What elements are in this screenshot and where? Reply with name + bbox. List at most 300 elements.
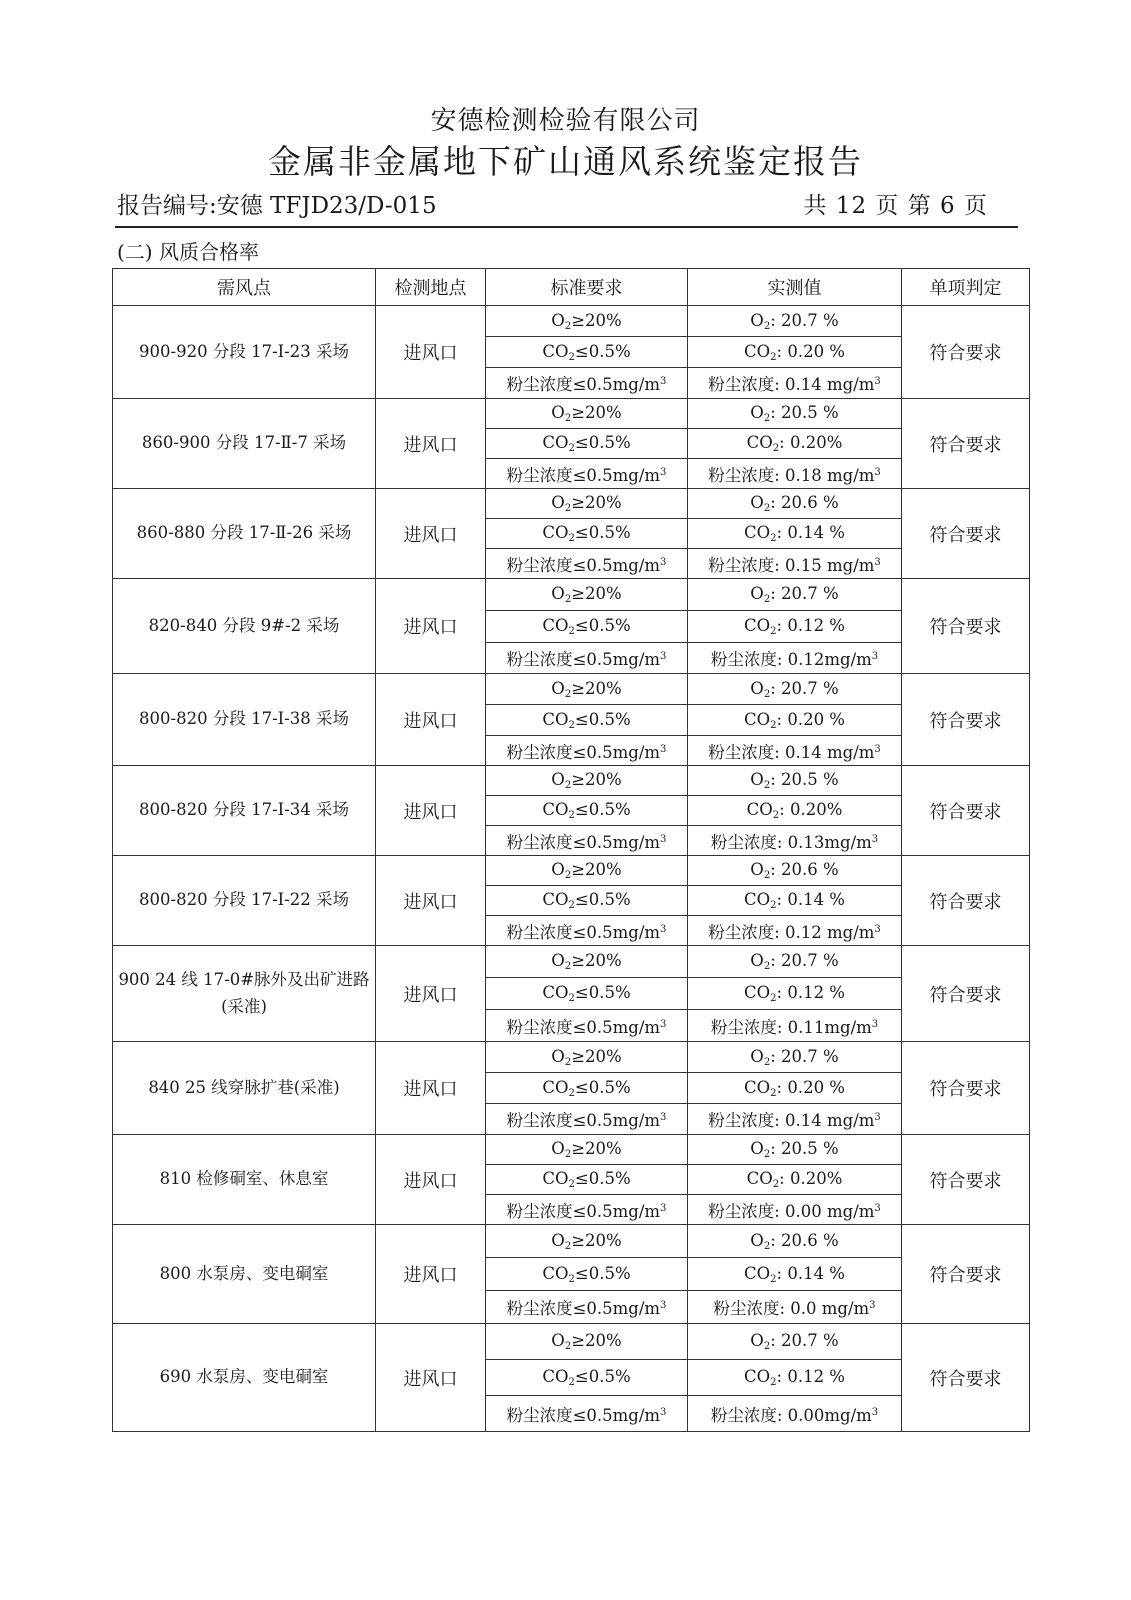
co2-measured xyxy=(688,429,902,459)
judgement: 符合要求 xyxy=(902,489,1030,579)
co2-symbol: CO xyxy=(542,800,569,819)
dust-value: 0.15 mg/m xyxy=(785,555,875,575)
subscript: 2 xyxy=(568,626,575,637)
co2-symbol: CO xyxy=(743,709,771,729)
dust-label: 粉尘浓度: xyxy=(708,922,786,942)
subscript: 2 xyxy=(564,1240,572,1252)
co2-standard xyxy=(486,1360,688,1396)
wind-point: 690 水泵房、变电硐室 xyxy=(113,1324,376,1432)
dust-value: 0.00mg/m xyxy=(787,1405,872,1425)
dust-limit: 粉尘浓度≤0.5mg/m xyxy=(506,922,661,942)
o2-limit: ≥20% xyxy=(571,1230,622,1250)
company-name: 安德检测检验有限公司 xyxy=(430,106,701,136)
o2-symbol: O xyxy=(750,951,764,970)
o2-limit: ≥20% xyxy=(571,951,622,970)
report-number: 报告编号:安德 TFJD23/D-015 xyxy=(117,193,437,219)
separator: : xyxy=(770,951,782,970)
subscript: 2 xyxy=(770,1377,777,1388)
co2-value: 0.12 % xyxy=(787,983,845,1002)
col-header: 检测地点 xyxy=(376,269,486,306)
co2-standard xyxy=(486,337,688,368)
o2-symbol: O xyxy=(551,1230,565,1250)
co2-standard xyxy=(486,519,688,549)
o2-value: 20.7 % xyxy=(781,584,839,603)
subscript: 2 xyxy=(763,1341,771,1352)
o2-symbol: O xyxy=(750,770,764,789)
dust-measured xyxy=(688,1195,902,1225)
dust-label: 粉尘浓度: xyxy=(710,1405,788,1425)
separator: : xyxy=(776,1077,788,1097)
superscript: 3 xyxy=(874,1112,881,1123)
subscript: 2 xyxy=(770,1087,777,1099)
separator: : xyxy=(770,770,782,789)
col-header: 单项判定 xyxy=(902,269,1030,306)
superscript: 3 xyxy=(874,556,881,568)
subscript: 2 xyxy=(772,810,780,821)
o2-symbol: O xyxy=(750,403,764,422)
judgement: 符合要求 xyxy=(902,766,1030,856)
separator: : xyxy=(770,310,782,330)
superscript: 3 xyxy=(660,833,667,845)
subscript: 2 xyxy=(568,810,575,821)
separator: : xyxy=(770,403,782,422)
table-row xyxy=(113,856,1030,886)
air-quality-table xyxy=(112,268,1030,1432)
dust-standard xyxy=(486,1291,688,1324)
subscript: 2 xyxy=(772,443,780,454)
superscript: 3 xyxy=(660,1018,667,1030)
co2-symbol: CO xyxy=(542,1367,569,1386)
separator: : xyxy=(770,860,782,879)
co2-measured xyxy=(688,1073,902,1104)
wind-point: 810 检修硐室、休息室 xyxy=(113,1135,376,1225)
o2-symbol: O xyxy=(551,678,565,698)
dust-standard xyxy=(486,916,688,946)
superscript: 3 xyxy=(874,923,881,935)
dust-value: 0.0 mg/m xyxy=(790,1299,870,1318)
co2-symbol: CO xyxy=(743,341,771,361)
subscript: 2 xyxy=(564,503,572,514)
subscript: 2 xyxy=(770,351,777,363)
superscript: 3 xyxy=(660,1300,667,1311)
table-row xyxy=(113,1225,1030,1258)
dust-standard xyxy=(486,1010,688,1042)
co2-limit: ≤0.5% xyxy=(574,1367,631,1386)
o2-symbol: O xyxy=(551,951,565,970)
o2-standard xyxy=(486,856,688,886)
separator: : xyxy=(770,1230,782,1250)
dust-standard xyxy=(486,826,688,856)
o2-standard xyxy=(486,946,688,978)
o2-symbol: O xyxy=(551,493,565,512)
test-location: 进风口 xyxy=(376,674,486,766)
test-location: 进风口 xyxy=(376,1135,486,1225)
dust-measured xyxy=(688,643,902,674)
wind-point: 900 24 线 17-0#脉外及出矿进路(采准) xyxy=(113,946,376,1042)
co2-limit: ≤0.5% xyxy=(574,800,631,819)
superscript: 3 xyxy=(660,556,667,568)
o2-standard xyxy=(486,1324,688,1360)
dust-value: 0.18 mg/m xyxy=(785,465,875,485)
separator: : xyxy=(779,433,790,452)
subscript: 2 xyxy=(763,1056,771,1068)
superscript: 3 xyxy=(874,376,881,387)
dust-value: 0.12 mg/m xyxy=(785,922,875,942)
co2-limit: ≤0.5% xyxy=(574,983,631,1002)
test-location: 进风口 xyxy=(376,1225,486,1324)
o2-measured xyxy=(688,856,902,886)
o2-symbol: O xyxy=(750,493,764,512)
co2-limit: ≤0.5% xyxy=(574,1077,631,1097)
superscript: 3 xyxy=(871,651,879,662)
test-location: 进风口 xyxy=(376,306,486,399)
co2-symbol: CO xyxy=(743,1367,771,1386)
table-row xyxy=(113,579,1030,611)
co2-limit: ≤0.5% xyxy=(574,523,631,542)
dust-value: 0.12mg/m xyxy=(787,650,872,669)
co2-value: 0.20 % xyxy=(787,709,845,729)
table-row xyxy=(113,766,1030,796)
o2-limit: ≥20% xyxy=(571,403,622,422)
superscript: 3 xyxy=(871,833,879,845)
co2-limit: ≤0.5% xyxy=(574,709,631,729)
o2-standard xyxy=(486,306,688,337)
subscript: 2 xyxy=(568,1377,575,1388)
co2-standard xyxy=(486,429,688,459)
o2-standard xyxy=(486,579,688,611)
dust-standard xyxy=(486,549,688,579)
separator: : xyxy=(776,1263,788,1283)
separator: : xyxy=(776,523,788,542)
wind-point: 840 25 线穿脉扩巷(采准) xyxy=(113,1042,376,1135)
o2-value: 20.6 % xyxy=(781,860,839,879)
dust-measured xyxy=(688,1396,902,1432)
subscript: 2 xyxy=(763,870,771,881)
o2-measured xyxy=(688,489,902,519)
table-body xyxy=(113,306,1030,1432)
o2-symbol: O xyxy=(750,584,764,603)
co2-limit: ≤0.5% xyxy=(574,1263,631,1283)
subscript: 2 xyxy=(770,1273,777,1285)
o2-symbol: O xyxy=(551,770,565,789)
co2-measured xyxy=(688,1165,902,1195)
o2-limit: ≥20% xyxy=(571,770,622,789)
co2-measured xyxy=(688,1360,902,1396)
dust-label: 粉尘浓度: xyxy=(708,1201,786,1221)
subscript: 2 xyxy=(770,626,777,637)
co2-symbol: CO xyxy=(743,983,771,1002)
separator: : xyxy=(770,493,782,512)
dust-label: 粉尘浓度: xyxy=(710,650,788,669)
table-row xyxy=(113,1135,1030,1165)
test-location: 进风口 xyxy=(376,489,486,579)
co2-value: 0.14 % xyxy=(787,523,845,542)
separator: : xyxy=(770,678,782,698)
co2-standard xyxy=(486,1165,688,1195)
subscript: 2 xyxy=(568,1273,575,1285)
col-header: 标准要求 xyxy=(486,269,688,306)
dust-limit: 粉尘浓度≤0.5mg/m xyxy=(506,555,661,575)
o2-measured xyxy=(688,399,902,429)
o2-value: 20.5 % xyxy=(781,403,839,422)
dust-standard xyxy=(486,459,688,489)
dust-value: 0.14 mg/m xyxy=(785,1111,875,1130)
o2-measured xyxy=(688,946,902,978)
subscript: 2 xyxy=(763,688,771,700)
o2-standard xyxy=(486,674,688,705)
o2-symbol: O xyxy=(750,310,764,330)
co2-value: 0.14 % xyxy=(787,1263,845,1283)
dust-measured xyxy=(688,1010,902,1042)
subscript: 2 xyxy=(568,351,575,363)
o2-limit: ≥20% xyxy=(571,493,622,512)
dust-limit: 粉尘浓度≤0.5mg/m xyxy=(506,742,661,762)
superscript: 3 xyxy=(874,466,881,478)
o2-symbol: O xyxy=(750,678,764,698)
subscript: 2 xyxy=(770,993,777,1004)
subscript: 2 xyxy=(763,780,771,791)
wind-point: 800-820 分段 17-Ⅰ-34 采场 xyxy=(113,766,376,856)
co2-standard xyxy=(486,886,688,916)
o2-symbol: O xyxy=(551,860,565,879)
o2-standard xyxy=(486,1135,688,1165)
wind-point: 900-920 分段 17-Ⅰ-23 采场 xyxy=(113,306,376,399)
co2-symbol: CO xyxy=(743,1263,771,1283)
judgement: 符合要求 xyxy=(902,1135,1030,1225)
subscript: 2 xyxy=(568,533,575,544)
separator: : xyxy=(776,983,788,1002)
subscript: 2 xyxy=(564,870,572,881)
co2-measured xyxy=(688,796,902,826)
o2-limit: ≥20% xyxy=(571,1046,622,1066)
o2-measured xyxy=(688,579,902,611)
o2-value: 20.7 % xyxy=(781,951,839,970)
judgement: 符合要求 xyxy=(902,946,1030,1042)
table-row xyxy=(113,399,1030,429)
table-header-row xyxy=(113,269,1030,306)
dust-limit: 粉尘浓度≤0.5mg/m xyxy=(506,465,661,485)
subscript: 2 xyxy=(564,688,572,700)
subscript: 2 xyxy=(564,1056,572,1068)
o2-symbol: O xyxy=(750,1230,764,1250)
o2-value: 20.6 % xyxy=(781,493,839,512)
test-location: 进风口 xyxy=(376,946,486,1042)
co2-standard xyxy=(486,978,688,1010)
superscript: 3 xyxy=(874,743,881,755)
subscript: 2 xyxy=(770,900,777,911)
co2-symbol: CO xyxy=(542,1169,569,1188)
test-location: 进风口 xyxy=(376,399,486,489)
o2-limit: ≥20% xyxy=(571,584,622,603)
co2-symbol: CO xyxy=(542,1077,569,1097)
dust-measured xyxy=(688,1291,902,1324)
subscript: 2 xyxy=(568,1087,575,1099)
o2-measured xyxy=(688,1324,902,1360)
o2-standard xyxy=(486,399,688,429)
page-info: 共 12 页 第 6 页 xyxy=(803,193,988,219)
co2-standard xyxy=(486,1258,688,1291)
co2-value: 0.12 % xyxy=(787,1367,845,1386)
co2-measured xyxy=(688,611,902,643)
o2-standard xyxy=(486,1225,688,1258)
subscript: 2 xyxy=(564,961,572,972)
subscript: 2 xyxy=(763,961,771,972)
judgement: 符合要求 xyxy=(902,674,1030,766)
co2-standard xyxy=(486,705,688,736)
co2-symbol: CO xyxy=(542,890,569,909)
o2-symbol: O xyxy=(750,1331,764,1350)
o2-value: 20.7 % xyxy=(781,678,839,698)
dust-measured xyxy=(688,1104,902,1135)
subscript: 2 xyxy=(763,320,771,332)
superscript: 3 xyxy=(660,651,667,662)
subscript: 2 xyxy=(564,320,572,332)
dust-standard xyxy=(486,1195,688,1225)
separator: : xyxy=(779,1169,790,1188)
superscript: 3 xyxy=(660,376,667,387)
test-location: 进风口 xyxy=(376,579,486,674)
co2-measured xyxy=(688,1258,902,1291)
superscript: 3 xyxy=(660,1112,667,1123)
co2-symbol: CO xyxy=(542,433,569,452)
dust-measured xyxy=(688,368,902,399)
o2-symbol: O xyxy=(551,584,565,603)
separator: : xyxy=(770,1046,782,1066)
separator: : xyxy=(776,341,788,361)
o2-limit: ≥20% xyxy=(571,310,622,330)
co2-standard xyxy=(486,611,688,643)
co2-symbol: CO xyxy=(743,890,771,909)
co2-limit: ≤0.5% xyxy=(574,341,631,361)
o2-symbol: O xyxy=(750,1139,764,1158)
dust-limit: 粉尘浓度≤0.5mg/m xyxy=(506,832,661,852)
judgement: 符合要求 xyxy=(902,856,1030,946)
o2-measured xyxy=(688,1225,902,1258)
wind-point: 860-900 分段 17-Ⅱ-7 采场 xyxy=(113,399,376,489)
separator: : xyxy=(779,800,790,819)
subscript: 2 xyxy=(564,1149,572,1160)
dust-label: 粉尘浓度: xyxy=(708,465,786,485)
co2-symbol: CO xyxy=(746,800,773,819)
separator: : xyxy=(770,584,782,603)
table-row xyxy=(113,489,1030,519)
judgement: 符合要求 xyxy=(902,1042,1030,1135)
wind-point: 800-820 分段 17-Ⅰ-38 采场 xyxy=(113,674,376,766)
co2-symbol: CO xyxy=(743,616,771,635)
col-header: 实测值 xyxy=(688,269,902,306)
dust-label: 粉尘浓度: xyxy=(708,1111,786,1130)
subscript: 2 xyxy=(568,993,575,1004)
co2-value: 0.20% xyxy=(789,1169,843,1188)
o2-limit: ≥20% xyxy=(571,678,622,698)
subscript: 2 xyxy=(763,1240,771,1252)
o2-value: 20.7 % xyxy=(781,1331,839,1350)
test-location: 进风口 xyxy=(376,1324,486,1432)
dust-measured xyxy=(688,459,902,489)
table-row xyxy=(113,674,1030,705)
superscript: 3 xyxy=(660,1202,667,1214)
dust-standard xyxy=(486,736,688,766)
dust-limit: 粉尘浓度≤0.5mg/m xyxy=(506,375,661,394)
o2-symbol: O xyxy=(750,860,764,879)
dust-label: 粉尘浓度: xyxy=(713,1299,791,1318)
o2-standard xyxy=(486,766,688,796)
o2-standard xyxy=(486,489,688,519)
dust-limit: 粉尘浓度≤0.5mg/m xyxy=(506,1111,661,1130)
test-location: 进风口 xyxy=(376,766,486,856)
dust-limit: 粉尘浓度≤0.5mg/m xyxy=(506,1017,661,1037)
wind-point: 860-880 分段 17-Ⅱ-26 采场 xyxy=(113,489,376,579)
judgement: 符合要求 xyxy=(902,306,1030,399)
dust-label: 粉尘浓度: xyxy=(708,742,786,762)
o2-symbol: O xyxy=(551,1139,565,1158)
subscript: 2 xyxy=(763,1149,771,1160)
dust-standard xyxy=(486,1104,688,1135)
co2-value: 0.12 % xyxy=(787,616,845,635)
superscript: 3 xyxy=(871,1406,879,1418)
report-header-bar xyxy=(115,178,1018,228)
co2-symbol: CO xyxy=(542,341,569,361)
co2-symbol: CO xyxy=(746,433,773,452)
superscript: 3 xyxy=(660,743,667,755)
dust-label: 粉尘浓度: xyxy=(708,375,786,394)
judgement: 符合要求 xyxy=(902,1225,1030,1324)
table-row xyxy=(113,1042,1030,1073)
co2-value: 0.20 % xyxy=(787,1077,845,1097)
dust-value: 0.14 mg/m xyxy=(785,742,875,762)
co2-measured xyxy=(688,705,902,736)
subscript: 2 xyxy=(564,780,572,791)
subscript: 2 xyxy=(564,594,572,605)
dust-limit: 粉尘浓度≤0.5mg/m xyxy=(506,1299,661,1318)
table-row xyxy=(113,946,1030,978)
co2-measured xyxy=(688,337,902,368)
o2-limit: ≥20% xyxy=(571,1139,622,1158)
dust-standard xyxy=(486,368,688,399)
co2-symbol: CO xyxy=(542,709,569,729)
superscript: 3 xyxy=(871,1018,879,1030)
dust-label: 粉尘浓度: xyxy=(708,555,786,575)
co2-limit: ≤0.5% xyxy=(574,890,631,909)
co2-value: 0.20% xyxy=(789,433,843,452)
o2-symbol: O xyxy=(551,310,565,330)
dust-measured xyxy=(688,549,902,579)
superscript: 3 xyxy=(869,1300,876,1311)
col-header: 需风点 xyxy=(113,269,376,306)
co2-value: 0.20% xyxy=(789,800,843,819)
wind-point: 800 水泵房、变电硐室 xyxy=(113,1225,376,1324)
separator: : xyxy=(776,1367,788,1386)
section-title: (二) 风质合格率 xyxy=(117,240,259,264)
o2-symbol: O xyxy=(551,1331,565,1350)
separator: : xyxy=(770,1139,782,1158)
o2-symbol: O xyxy=(551,1046,565,1066)
dust-measured xyxy=(688,736,902,766)
subscript: 2 xyxy=(763,503,771,514)
subscript: 2 xyxy=(564,1341,572,1352)
o2-measured xyxy=(688,766,902,796)
o2-measured xyxy=(688,1135,902,1165)
o2-measured xyxy=(688,1042,902,1073)
separator: : xyxy=(776,890,788,909)
wind-point: 800-820 分段 17-Ⅰ-22 采场 xyxy=(113,856,376,946)
subscript: 2 xyxy=(763,413,771,424)
dust-label: 粉尘浓度: xyxy=(710,832,788,852)
superscript: 3 xyxy=(660,923,667,935)
subscript: 2 xyxy=(770,533,777,544)
test-location: 进风口 xyxy=(376,1042,486,1135)
subscript: 2 xyxy=(568,900,575,911)
